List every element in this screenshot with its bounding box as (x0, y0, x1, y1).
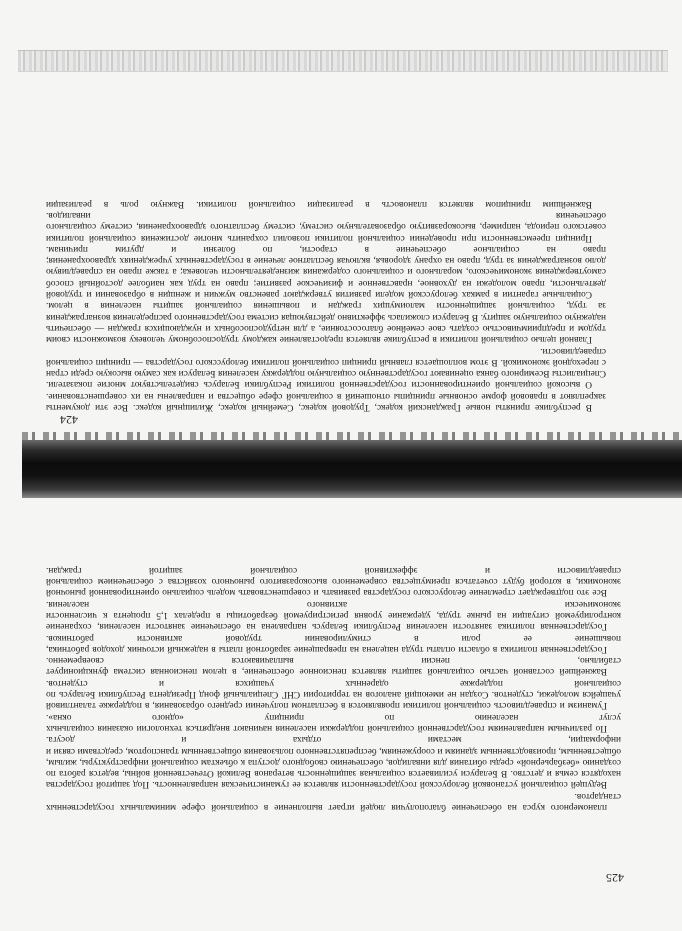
paragraph: Социальные гарантии в рамках белорусской модели развития утверждают равенство мужчин и женщин в образовании и трудовой деятельности, право молодежи на духовное, нравственное и физическое развитие; право на труд как наиболее достойный способ самоутверждения экономического, морального и социального содержания жизнедеятельности человека; а также право на справедливую долю вознаграждения за труд, право на охрану здоровья, включая бесплатное лечение в государственных учреждениях здравоохранения; право на социальное обеспечение в старости, по болезни и другим причинам. (46, 243, 606, 300)
scan-noise-band (18, 50, 668, 72)
paragraph: Ведущей социальной установкой белорусской государственности является ее гуманистическая направленность. Под защитой государства находятся семья и детство. В Беларуси усиливается социальная защищенность ветеранов Великой Отечественной войны, ведется работа по созданию «безбарьерной» среды обитания для инвалидов, обеспечению свободного доступа к объектам социальной инфраструктуры, жилым, общественным, производственным зданиям и сооружениям, беспрепятственного пользования общественным транспортом, средствами связи и информации, местами отдыха и досуга. (46, 734, 621, 790)
paragraph: По различным направлениям государственной социальной поддержки населения начинают внедряться технологии оказания социальных услуг населению по принципу «одного окна». (46, 711, 621, 733)
paragraph: Гуманизм и справедливость социальной политики проявляются в бесплатном получении среднего образования, в поддержке талантливой учащейся молодежи, студентов. Создан не имеющий аналогов на территории СНГ Специальный фонд Президента Республики Беларусь по социальной поддержке одаренных учащихся и студентов. (46, 677, 621, 711)
paragraph: Принцип преемственности при проведении социальной политики позволил сохранить многие достижения социальной политики советского периода, например, высокоразвитую образовательную систему, систему бесплатного здравоохранения, систему социального обеспечения инвалидов. (46, 209, 606, 243)
paragraph: планомерного курса на обеспечение благополучия людей играет выполнение в социальной сфере минимальных государственных стандартов. (46, 790, 621, 812)
paragraph: Все это подтверждает стремление белорусского государства развивать и совершенствовать модель социально ориентированной рыночной экономики, в которой будут сочетаться преимущества современного высокоразвитого рыночного хозяйства с обеспечением социальной справедливости и эффективной социальной защитой граждан. (46, 564, 621, 598)
page-425-body (46, 512, 621, 812)
paragraph: Государственная политика занятости населения Республики Беларусь направлена на обеспечение занятости населения, сохранение контролируемой ситуации на рынке труда, удержание уровня регистрируемой безработицы в пределах 1,5 процента к численности экономически активного населения. (46, 598, 621, 632)
paragraph: В республике приняты новые Гражданский кодекс, Трудовой кодекс, Семейный кодекс, Жилищный кодекс. Все эти документы закрепляют в правовой форме основные принципы отношений в социальной сфере общества и направлены на их совершенствование. (46, 390, 606, 412)
page-424-body (46, 112, 606, 412)
paragraph: Важнейшей составной частью социальной защиты является пенсионное обеспечение, в целом пенсионная система функционирует стабильно, пенсии выплачиваются своевременно. (46, 655, 621, 677)
paragraph: Главной целью социальной политики в республике является предоставление каждому трудоспособному человеку возможности своим трудом и предприимчивостью создать свое семейное благосостояние, а для нетрудоспособных и нуждающихся граждан — обеспечить надежную социальную защиту. В Беларуси сложилась эффективно действующая система государственного распределения вознаграждения за труд, социальной защищенности малоимущих граждан и повышения социальной защиты населения в целом. (46, 300, 606, 345)
page-number: 425 (606, 871, 624, 885)
page-number: 424 (60, 413, 78, 427)
paragraph: Государственная политика в области оплаты труда нацелена на превращение заработной платы в надежный источник доходов работника, повышение ее роли в стимулировании трудовой активности работников. (46, 632, 621, 654)
binding-gutter (22, 440, 682, 498)
paragraph: Важнейшим принципом является плановость в реализации социальной политики. Важную роль в реализации (46, 198, 592, 209)
paragraph: О высокой социальной ориентированности государственной политики Республики Беларусь свидетельствуют многие показатели. Специалисты Всемирного банка оценивают государственную социальную поддержку населения Беларуси как самую высокую среди стран с переходной экономикой. В этом воплощается главный принцип социальной политики белорусского государства — принцип социальной справедливости. (46, 345, 606, 390)
